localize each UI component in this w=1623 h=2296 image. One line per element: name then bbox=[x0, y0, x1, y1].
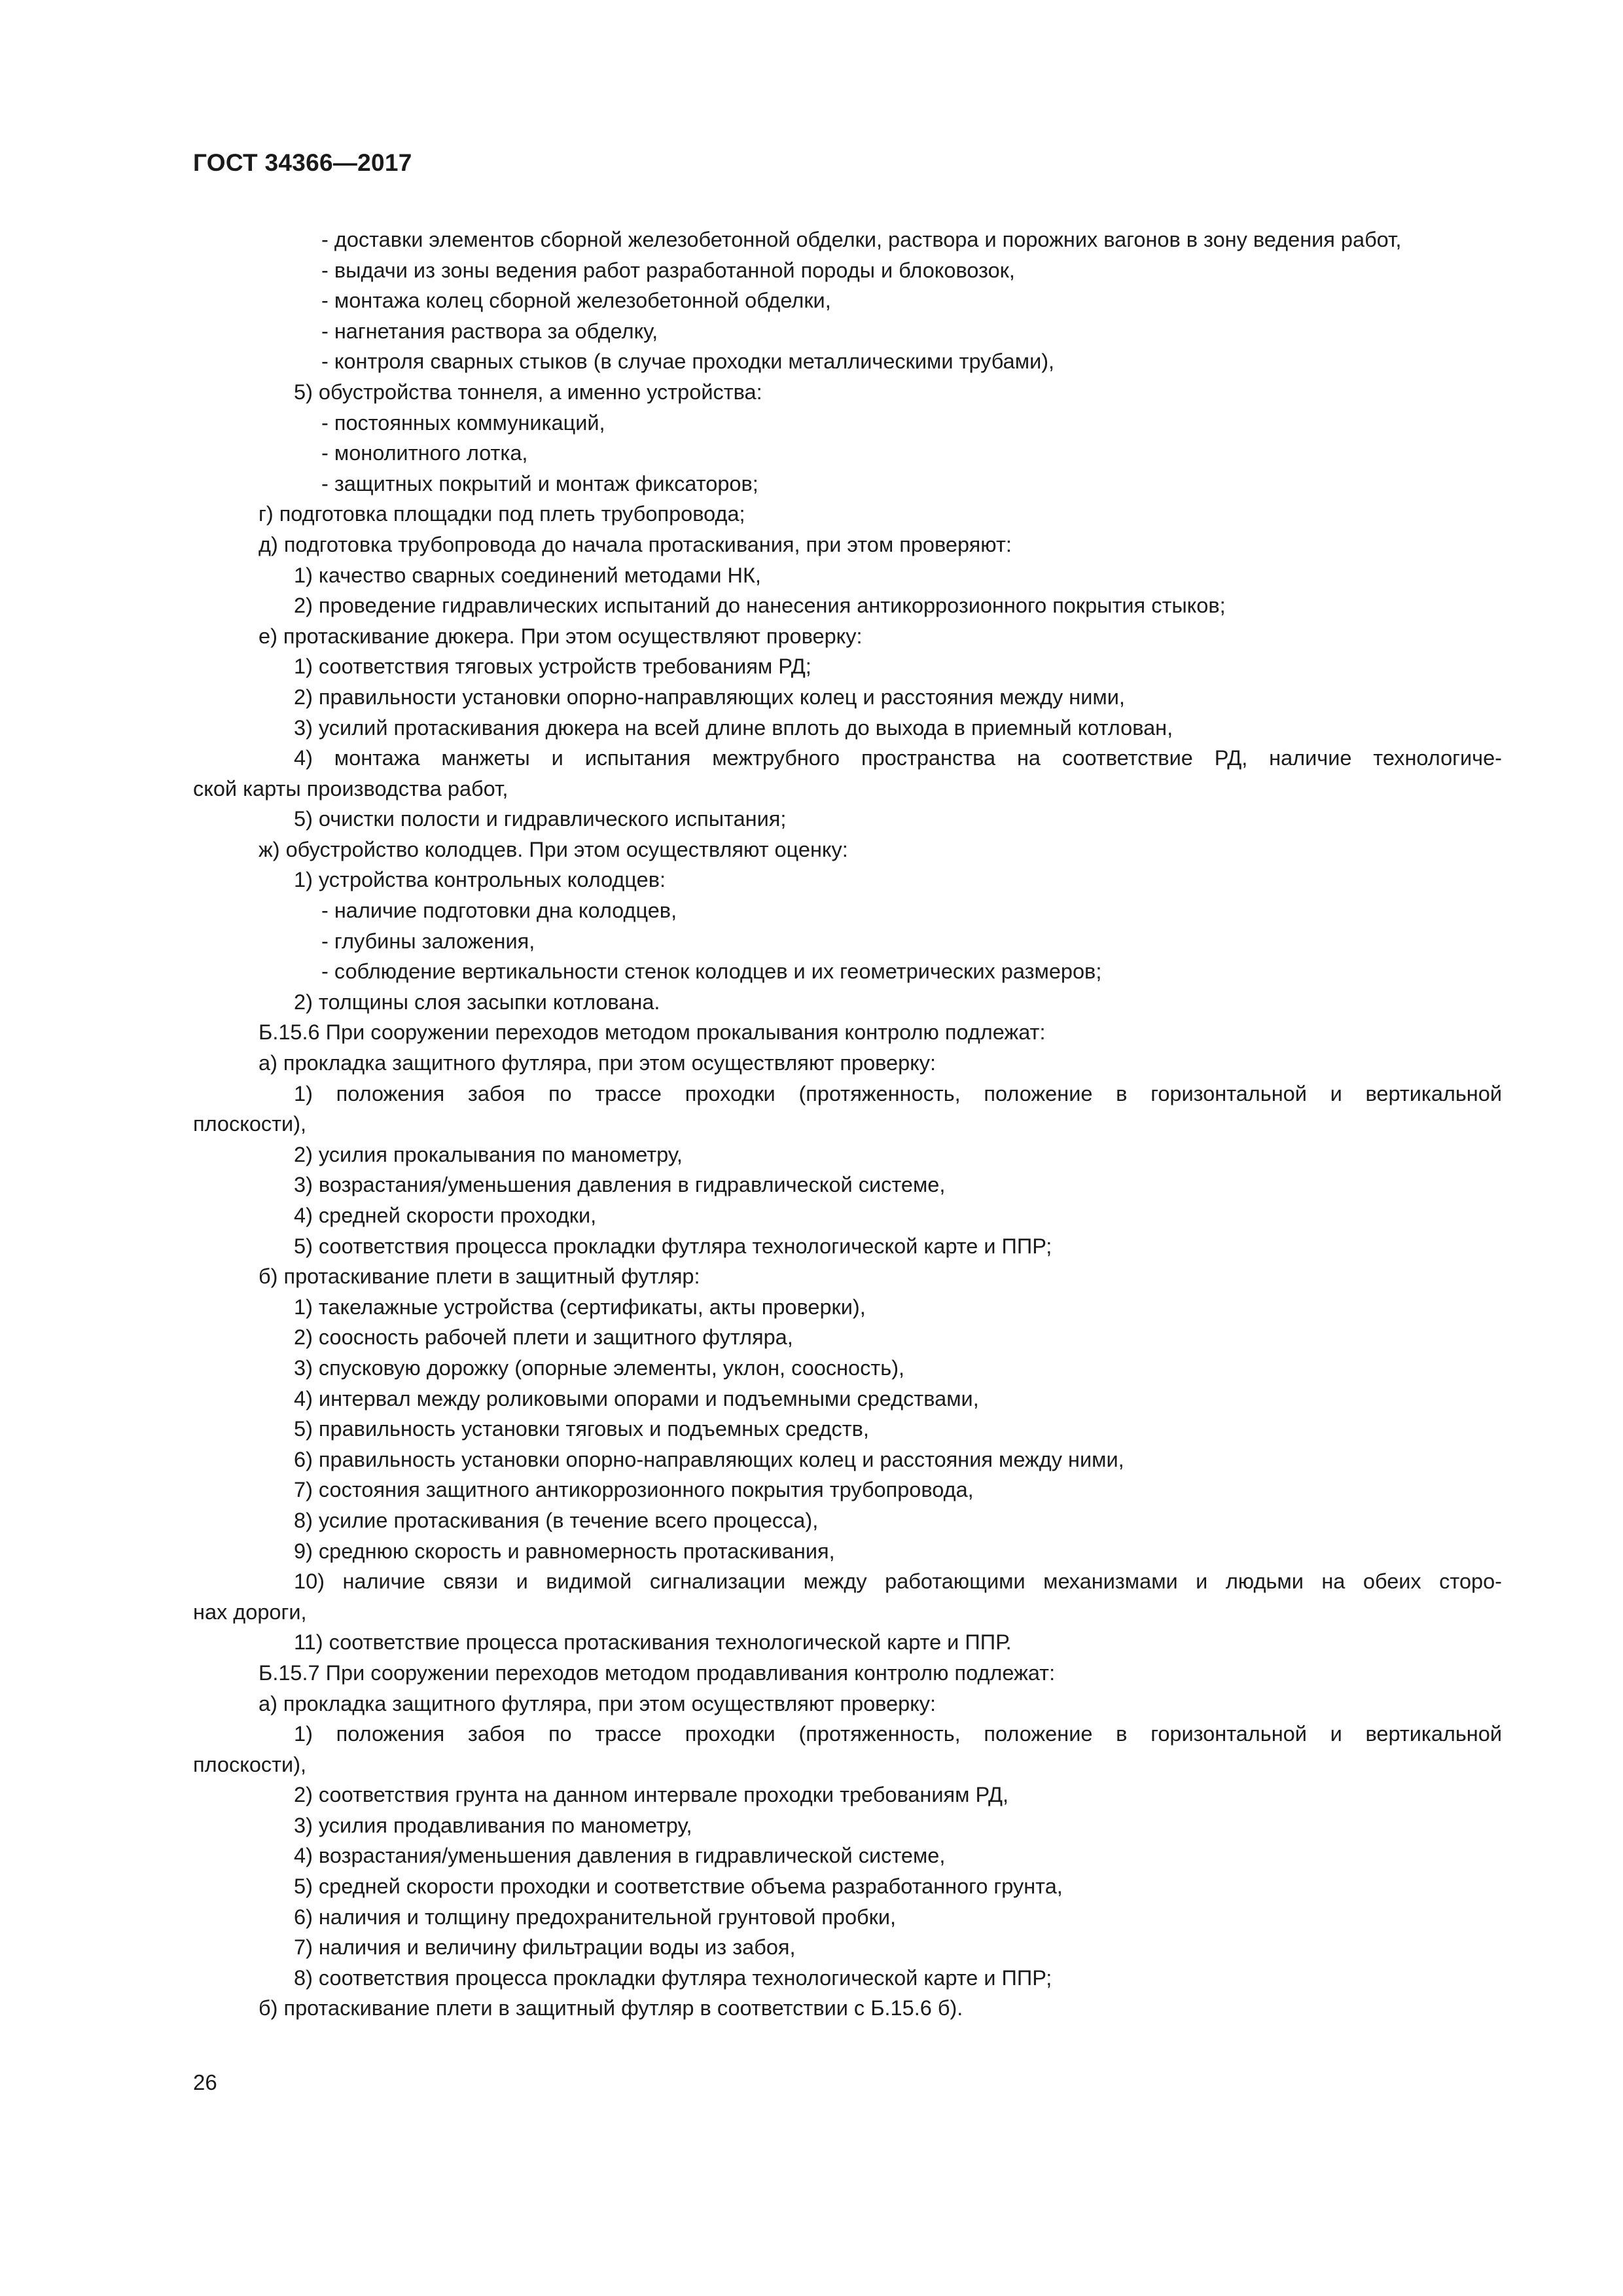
text-line: д) подготовка трубопровода до начала протаскивания, при этом проверяют: bbox=[259, 532, 1012, 556]
text-line: 1) положения забоя по трассе проходки (протяженность, положение в горизонтальной и вертикальной bbox=[294, 1081, 1502, 1105]
text-line: 4) средней скорости проходки, bbox=[294, 1204, 597, 1227]
text-line: 10) наличие связи и видимой сигнализации между работающими механизмами и людьми на обеих сторо- bbox=[294, 1570, 1502, 1594]
text-line: 3) возрастания/уменьшения давления в гидравлической системе, bbox=[294, 1173, 946, 1197]
text-line: 1) устройства контрольных колодцев: bbox=[294, 868, 666, 892]
text-line: 6) правильность установки опорно-направляющих колец и расстояния между ними, bbox=[294, 1447, 1124, 1471]
text-line: е) протаскивание дюкера. При этом осуществляют проверку: bbox=[259, 624, 863, 648]
text-line: 5) обустройства тоннеля, а именно устройства: bbox=[294, 380, 762, 404]
text-line: г) подготовка площадки под плеть трубопровода; bbox=[259, 502, 745, 526]
text-line: 2) соосность рабочей плети и защитного футляра, bbox=[294, 1325, 793, 1350]
text-line: 8) соответствия процесса прокладки футляра технологической карте и ППР; bbox=[294, 1965, 1052, 1990]
text-line: - монтажа колец сборной железобетонной обделки, bbox=[321, 289, 831, 313]
text-line: ж) обустройство колодцев. При этом осуществляют оценку: bbox=[259, 837, 848, 861]
text-line: - соблюдение вертикальности стенок колодцев и их геометрических размеров; bbox=[321, 960, 1102, 984]
text-line: 2) соответствия грунта на данном интервале проходки требованиям РД, bbox=[294, 1783, 1009, 1807]
text-line: - монолитного лотка, bbox=[321, 441, 528, 465]
text-line: 2) проведение гидравлических испытаний до нанесения антикоррозионного покрытия стыков; bbox=[294, 594, 1226, 618]
document-body bbox=[193, 224, 1502, 2024]
text-line: 1) качество сварных соединений методами НК, bbox=[294, 563, 761, 587]
text-line: 5) правильность установки тяговых и подъемных средств, bbox=[294, 1417, 869, 1441]
text-line: 3) спусковую дорожку (опорные элементы, уклон, соосность), bbox=[294, 1355, 905, 1380]
text-line: Б.15.6 При сооружении переходов методом прокалывания контролю подлежат: bbox=[259, 1020, 1046, 1045]
text-line: - наличие подготовки дна колодцев, bbox=[321, 899, 677, 923]
text-line: 5) очистки полости и гидравлического испытания; bbox=[294, 807, 787, 831]
text-line: а) прокладка защитного футляра, при этом осуществляют проверку: bbox=[259, 1051, 936, 1075]
text-line: нах дороги, bbox=[193, 1600, 307, 1624]
text-line: б) протаскивание плети в защитный футляр в соответствии с Б.15.6 б). bbox=[259, 1996, 963, 2020]
text-line: 1) соответствия тяговых устройств требованиям РД; bbox=[294, 655, 812, 679]
document-header: ГОСТ 34366—2017 bbox=[193, 149, 412, 176]
text-line: 2) толщины слоя засыпки котлована. bbox=[294, 990, 660, 1014]
text-line: 9) среднюю скорость и равномерность протаскивания, bbox=[294, 1539, 835, 1563]
text-line: 7) состояния защитного антикоррозионного покрытия трубопровода, bbox=[294, 1478, 974, 1502]
text-line: - доставки элементов сборной железобетонной обделки, раствора и порожних вагонов в зону ведения работ, bbox=[321, 228, 1402, 251]
text-line: Б.15.7 При сооружении переходов методом продавливания контролю подлежат: bbox=[259, 1660, 1056, 1685]
text-line: - глубины заложения, bbox=[321, 929, 535, 953]
text-line: 11) соответствие процесса протаскивания технологической карте и ППР. bbox=[294, 1630, 1012, 1655]
text-line: 7) наличия и величину фильтрации воды из забоя, bbox=[294, 1935, 796, 1960]
text-line: 6) наличия и толщину предохранительной грунтовой пробки, bbox=[294, 1905, 897, 1929]
text-line: 1) такелажные устройства (сертификаты, акты проверки), bbox=[294, 1295, 866, 1319]
text-line: 1) положения забоя по трассе проходки (протяженность, положение в горизонтальной и вертикальной bbox=[294, 1722, 1502, 1746]
text-line: 5) соответствия процесса прокладки футляра технологической карте и ППР; bbox=[294, 1234, 1052, 1258]
text-line: - контроля сварных стыков (в случае проходки металлическими трубами), bbox=[321, 350, 1055, 374]
text-line: 4) интервал между роликовыми опорами и подъемными средствами, bbox=[294, 1386, 979, 1410]
text-line: а) прокладка защитного футляра, при этом осуществляют проверку: bbox=[259, 1691, 936, 1715]
text-line: 2) усилия прокалывания по манометру, bbox=[294, 1142, 683, 1166]
text-line: 2) правильности установки опорно-направляющих колец и расстояния между ними, bbox=[294, 685, 1125, 709]
text-line: плоскости), bbox=[193, 1112, 307, 1136]
text-line: - постоянных коммуникаций, bbox=[321, 410, 605, 435]
text-line: 3) усилий протаскивания дюкера на всей длине вплоть до выхода в приемный котлован, bbox=[294, 715, 1173, 740]
text-line: 4) возрастания/уменьшения давления в гидравлической системе, bbox=[294, 1844, 946, 1868]
text-line: б) протаскивание плети в защитный футляр: bbox=[259, 1265, 700, 1289]
text-line: 8) усилие протаскивания (в течение всего процесса), bbox=[294, 1508, 819, 1532]
text-line: - выдачи из зоны ведения работ разработанной породы и блоковозок, bbox=[321, 258, 1015, 282]
text-line: 4) монтажа манжеты и испытания межтрубного пространства на соответствие РД, наличие технологиче- bbox=[294, 746, 1502, 770]
page-number: 26 bbox=[193, 2070, 217, 2094]
text-line: ской карты производства работ, bbox=[193, 776, 508, 800]
text-line: - защитных покрытий и монтаж фиксаторов; bbox=[321, 471, 758, 495]
text-line: плоскости), bbox=[193, 1752, 307, 1776]
text-line: - нагнетания раствора за обделку, bbox=[321, 319, 658, 343]
text-line: 3) усилия продавливания по манометру, bbox=[294, 1813, 692, 1837]
text-line: 5) средней скорости проходки и соответствие объема разработанного грунта, bbox=[294, 1874, 1063, 1899]
